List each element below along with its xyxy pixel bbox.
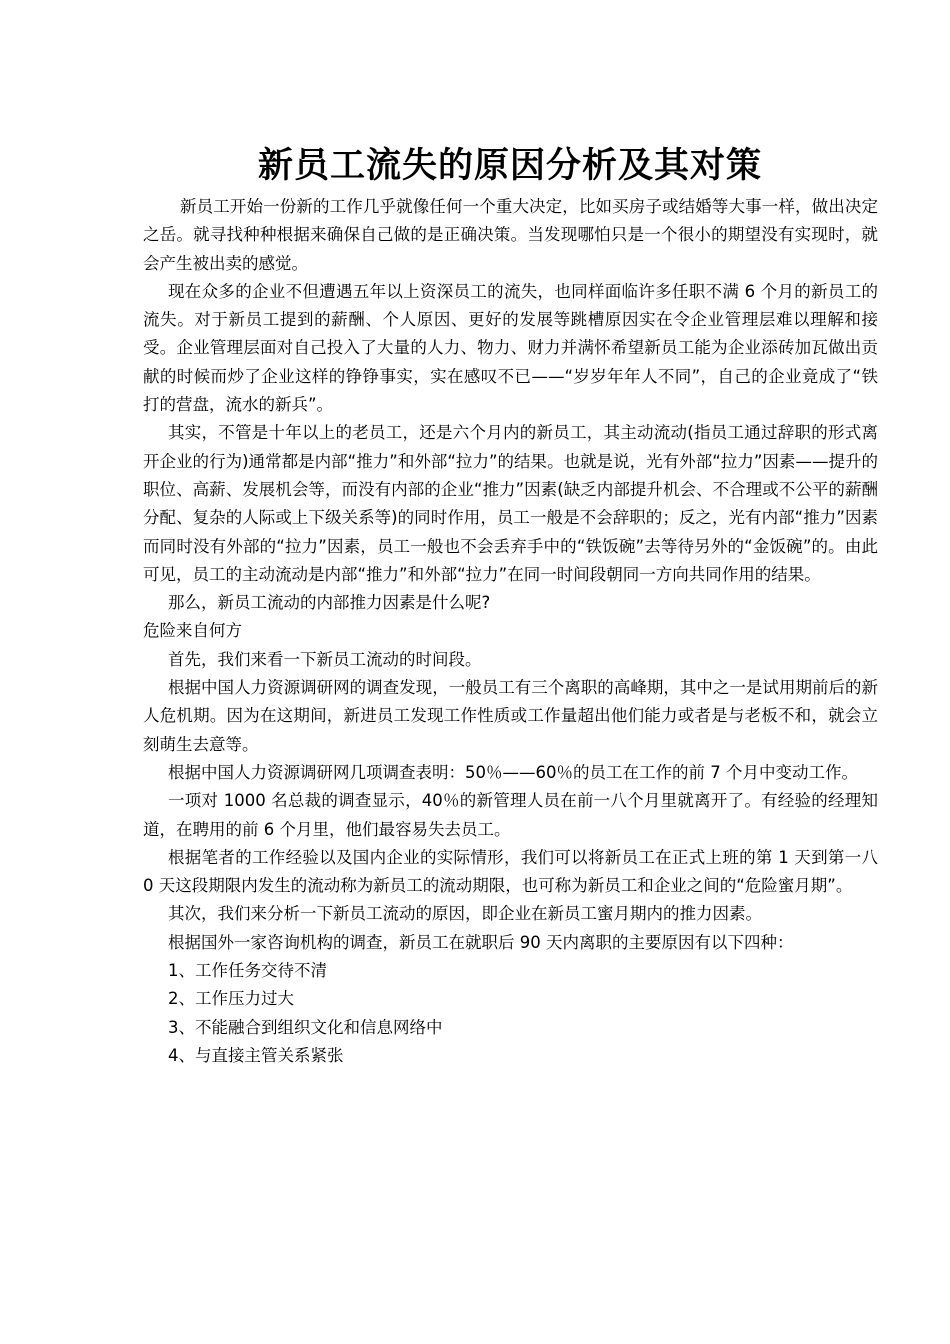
section-heading: 危险来自何方 [143, 621, 242, 641]
list-item: 3、不能融合到组织文化和信息网络中 [168, 1017, 443, 1037]
paragraph-current-situation: 现在众多的企业不但遭遇五年以上资深员工的流失，也同样面临许多任职不满 6 个月的新员工的流失。对于新员工提到的薪酬、个人原因、更好的发展等跳槽原因实在令企业管理层难以理解和接受。企业管理层面对自己投入了大量的人力、物力、财力并满怀希望新员工能为企业添砖加瓦做出贡献的时候而炒了企业这样的铮铮事实，实在感叹不已——“岁岁年年人不同”，自己的企业竟成了“铁打的营盘，流水的新兵”。 [143, 281, 878, 415]
paragraph-honeymoon: 根据笔者的工作经验以及国内企业的实际情形，我们可以将新员工在正式上班的第 1 天到第一八 0 天这段期限内发生的流动称为新员工的流动期限，也可称为新员工和企业之间的“危险蜜月期”。 [143, 847, 878, 896]
document-body [143, 193, 878, 1070]
list-item: 1、工作任务交待不清 [168, 961, 327, 981]
list-item: 4、与直接主管关系紧张 [168, 1045, 344, 1065]
paragraph-survey-peak: 根据中国人力资源调研网的调查发现，一般员工有三个离职的高峰期，其中之一是试用期前后的新人危机期。因为在这期间，新进员工发现工作性质或工作量超出他们能力或者是与老板不和，就会立刻萌生去意等。 [143, 678, 878, 754]
paragraph-reasons-intro: 根据国外一家咨询机构的调查，新员工在就职后 90 天内离职的主要原因有以下四种： [168, 932, 794, 952]
document-title: 新员工流失的原因分析及其对策 [257, 145, 762, 186]
paragraph-ceo-survey: 一项对 1000 名总裁的调查显示，40％的新管理人员在前一八个月里就离开了。有经验的经理知道，在聘用的前 6 个月里，他们最容易失去员工。 [143, 791, 878, 839]
paragraph-push-pull: 其实，不管是十年以上的老员工，还是六个月内的新员工，其主动流动(指员工通过辞职的形式离开企业的行为)通常都是内部“推力”和外部“拉力”的结果。也就是说，光有外部“拉力”因素——提升的职位、高薪、发展机会等，而没有内部的企业“推力”因素(缺乏内部提升机会、不合理或不公平的薪酬分配、复杂的人际或上下级关系等)的同时作用，员工一般是不会辞职的；反之，光有内部“推力”因素而同时没有外部的“拉力”因素，员工一般也不会丢弃手中的“铁饭碗”去等待另外的“金饭碗”的。由此可见，员工的主动流动是内部“推力”和外部“拉力”在同一时间段朝同一方向共同作用的结果。 [143, 423, 878, 584]
paragraph-first-point: 首先，我们来看一下新员工流动的时间段。 [168, 649, 482, 669]
paragraph-question: 那么，新员工流动的内部推力因素是什么呢? [168, 593, 491, 613]
paragraph-intro: 新员工开始一份新的工作几乎就像任何一个重大决定，比如买房子或结婚等大事一样，做出决定之岳。就寻找种种根据来确保自己做的是正确决策。当发现哪怕只是一个很小的期望没有实现时，就会产生被出卖的感觉。 [143, 197, 878, 273]
paragraph-survey-percent: 根据中国人力资源调研网几项调查表明：50％——60％的员工在工作的前 7 个月中变动工作。 [168, 762, 858, 782]
paragraph-second-point: 其次，我们来分析一下新员工流动的原因，即企业在新员工蜜月期内的推力因素。 [168, 904, 762, 924]
list-item: 2、工作压力过大 [168, 989, 294, 1009]
